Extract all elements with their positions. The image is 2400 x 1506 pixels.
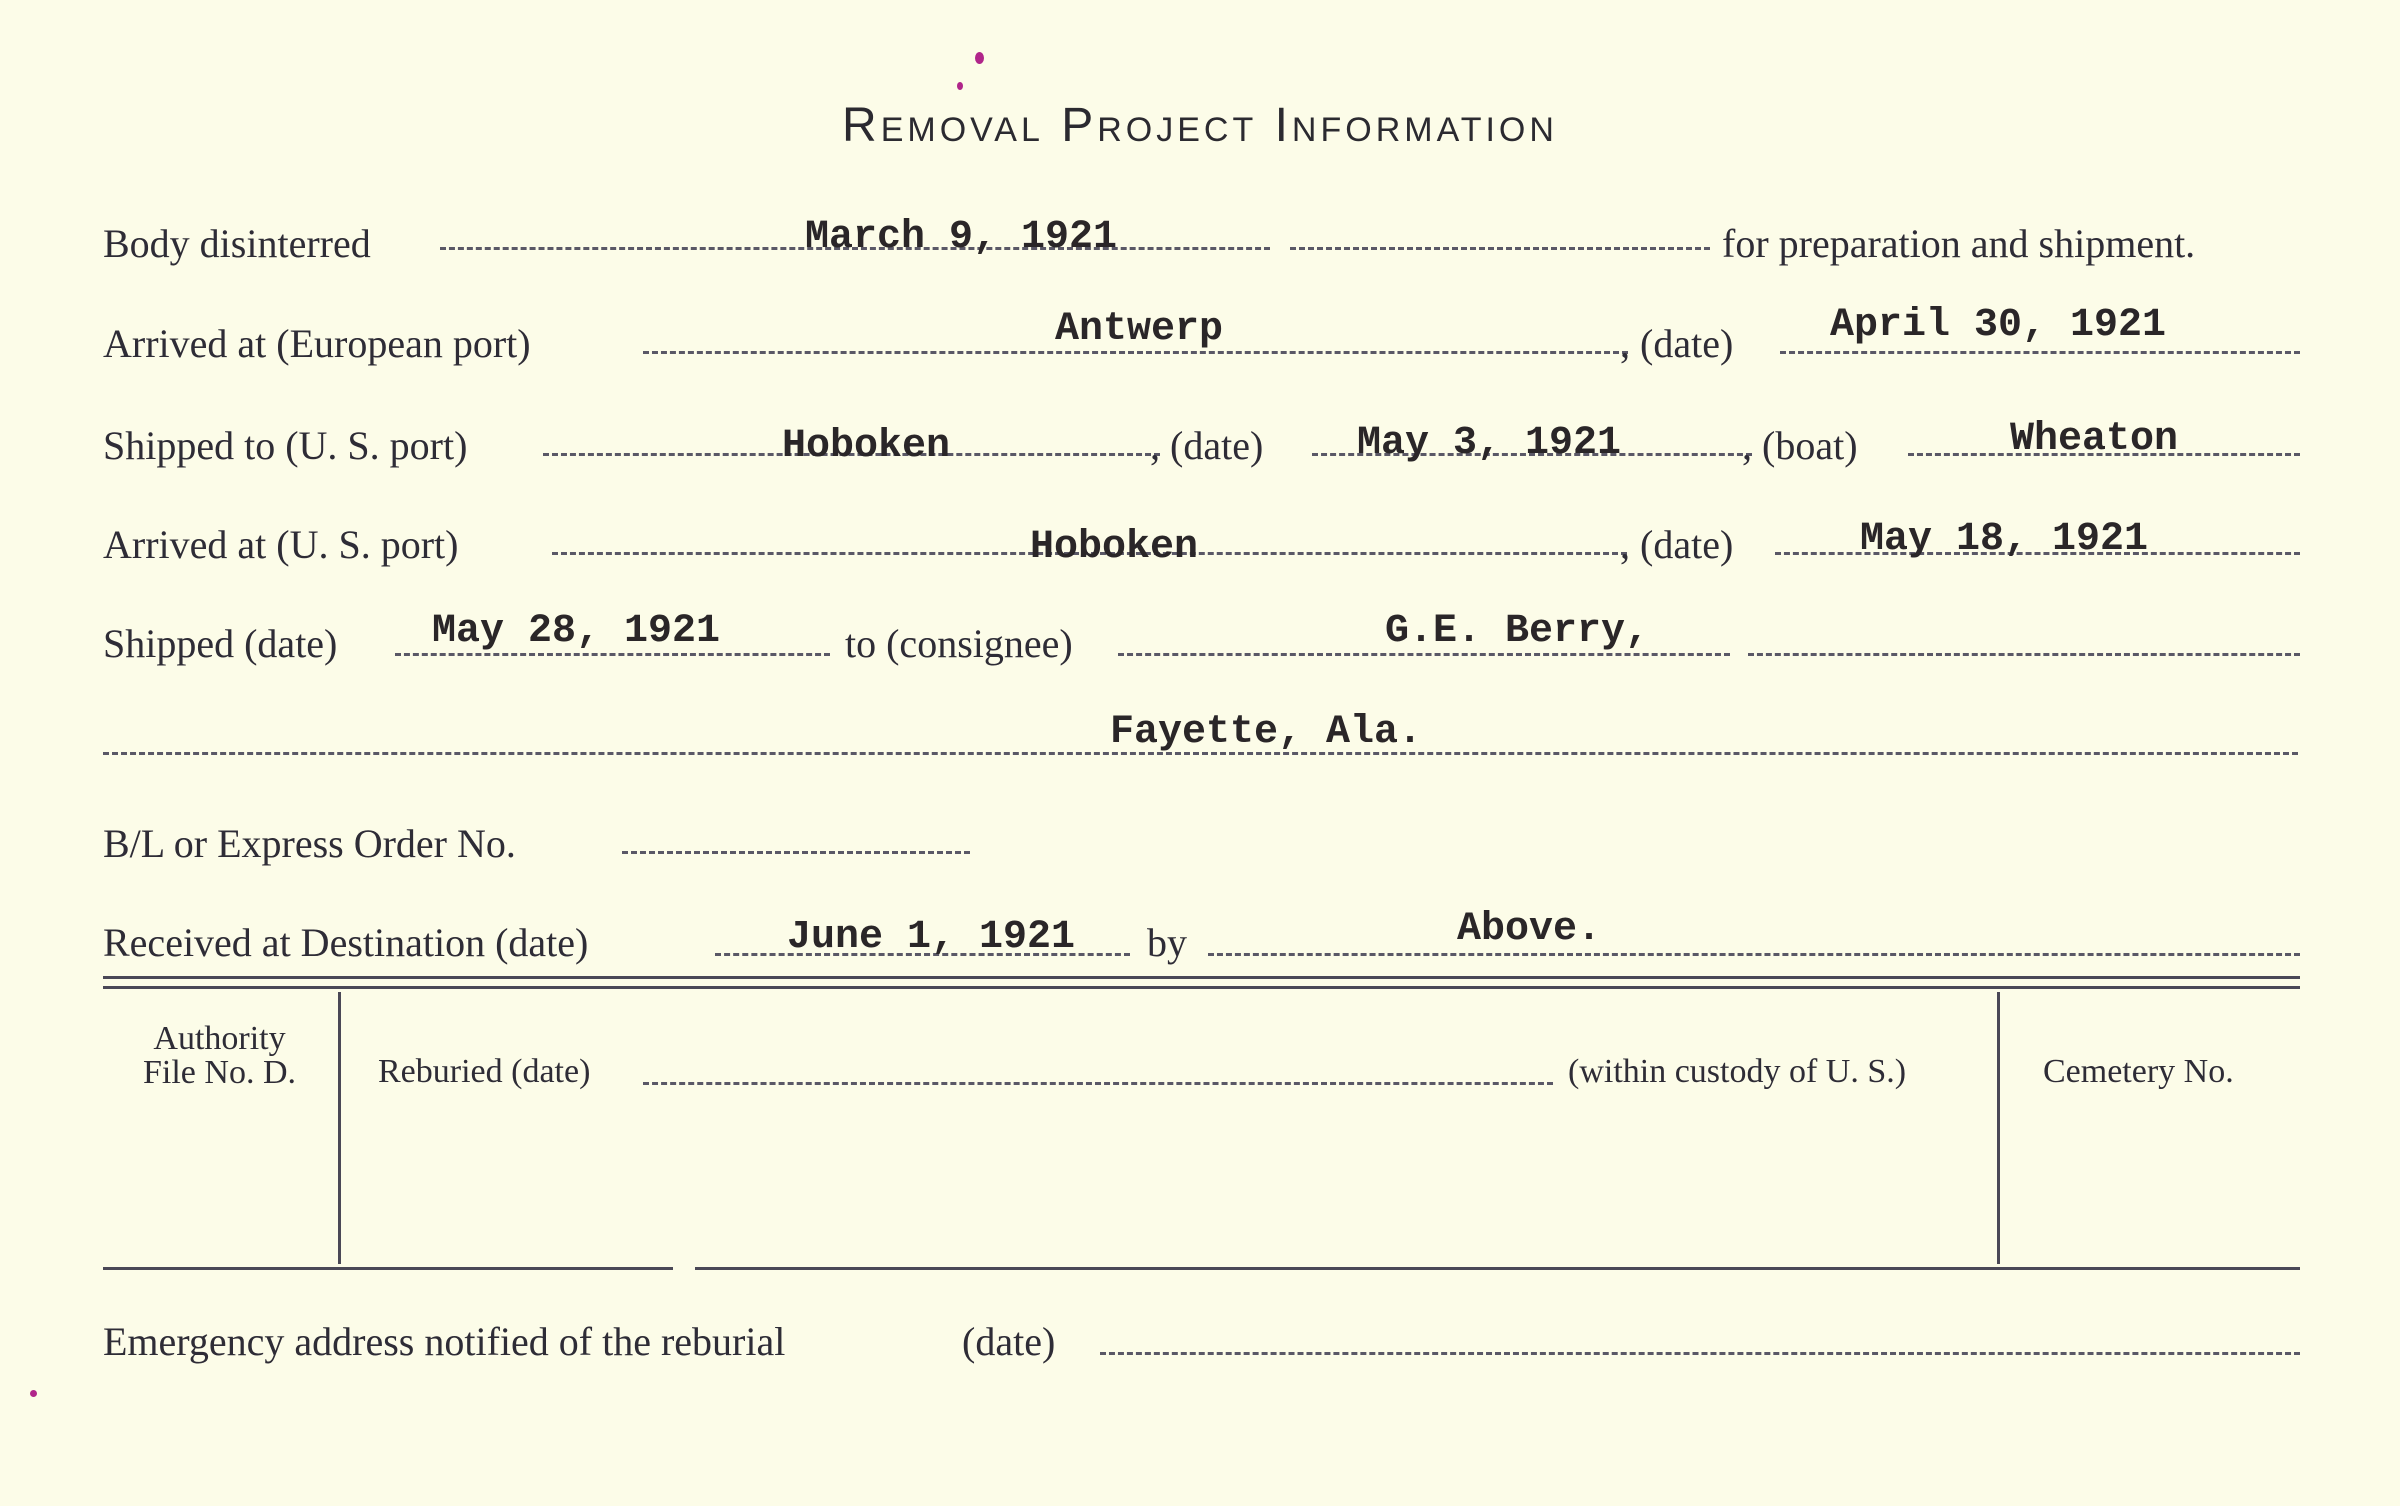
received-by-label: by [1147, 920, 1187, 965]
consignee-address-value: Fayette, Ala. [1110, 710, 1423, 755]
consignee-label: to (consignee) [845, 621, 1073, 666]
ink-speck [975, 52, 984, 64]
reburied-label: Reburied (date) [378, 1053, 591, 1090]
emergency-label: Emergency address notified of the reburial [103, 1319, 786, 1364]
authority-label-line2: File No. D. [143, 1054, 296, 1091]
card-title: Removal Project Information [842, 99, 1558, 152]
shipped-label: Shipped (date) [103, 621, 338, 666]
shipped-value: May 28, 1921 [432, 609, 721, 654]
table-top-rule [103, 976, 2300, 979]
european-port-date-line [1780, 351, 2300, 354]
arrived-us-date-value: May 18, 1921 [1860, 517, 2149, 562]
arrived-us-value: Hoboken [1030, 525, 1199, 570]
arrived-us-label: Arrived at (U. S. port) [103, 522, 459, 567]
shipped-us-label: Shipped to (U. S. port) [103, 423, 468, 468]
cemetery-label: Cemetery No. [2043, 1053, 2234, 1090]
received-by-value: Above. [1457, 907, 1602, 952]
disinterred-line-2 [1290, 247, 1710, 250]
emergency-line [1100, 1352, 2300, 1355]
emergency-date-label: (date) [962, 1319, 1056, 1364]
authority-label-line1: Authority [153, 1020, 286, 1057]
bl-line [622, 851, 970, 854]
table-divider-left [338, 992, 341, 1264]
reburied-line [643, 1082, 1553, 1085]
ink-speck [30, 1390, 37, 1397]
custody-label: (within custody of U. S.) [1568, 1053, 1907, 1090]
shipped-us-boat-value: Wheaton [2010, 417, 2179, 462]
shipped-us-boat-label: , (boat) [1742, 423, 1858, 468]
shipped-us-value: Hoboken [782, 424, 951, 469]
table-bottom-rule-left [103, 1267, 673, 1270]
disinterred-label: Body disinterred [103, 221, 371, 266]
shipped-us-date-label: , (date) [1150, 423, 1264, 468]
disinterred-suffix: for preparation and shipment. [1722, 221, 2196, 266]
table-top-rule-2 [103, 986, 2300, 989]
european-port-date-label: , (date) [1620, 321, 1734, 366]
consignee-line-2 [1748, 653, 2300, 656]
disinterred-value: March 9, 1921 [805, 215, 1118, 260]
table-divider-right [1997, 992, 2000, 1264]
shipped-us-date-value: May 3, 1921 [1357, 421, 1622, 466]
european-port-date-value: April 30, 1921 [1830, 303, 2167, 348]
bl-label: B/L or Express Order No. [103, 821, 516, 866]
received-value: June 1, 1921 [787, 915, 1076, 960]
european-port-value: Antwerp [1055, 307, 1224, 352]
european-port-label: Arrived at (European port) [103, 321, 531, 366]
received-label: Received at Destination (date) [103, 920, 589, 965]
ink-speck [957, 82, 963, 90]
arrived-us-date-label: , (date) [1620, 522, 1734, 567]
consignee-value: G.E. Berry, [1385, 609, 1650, 654]
received-by-line [1208, 953, 2300, 956]
table-bottom-rule-right [695, 1267, 2300, 1270]
